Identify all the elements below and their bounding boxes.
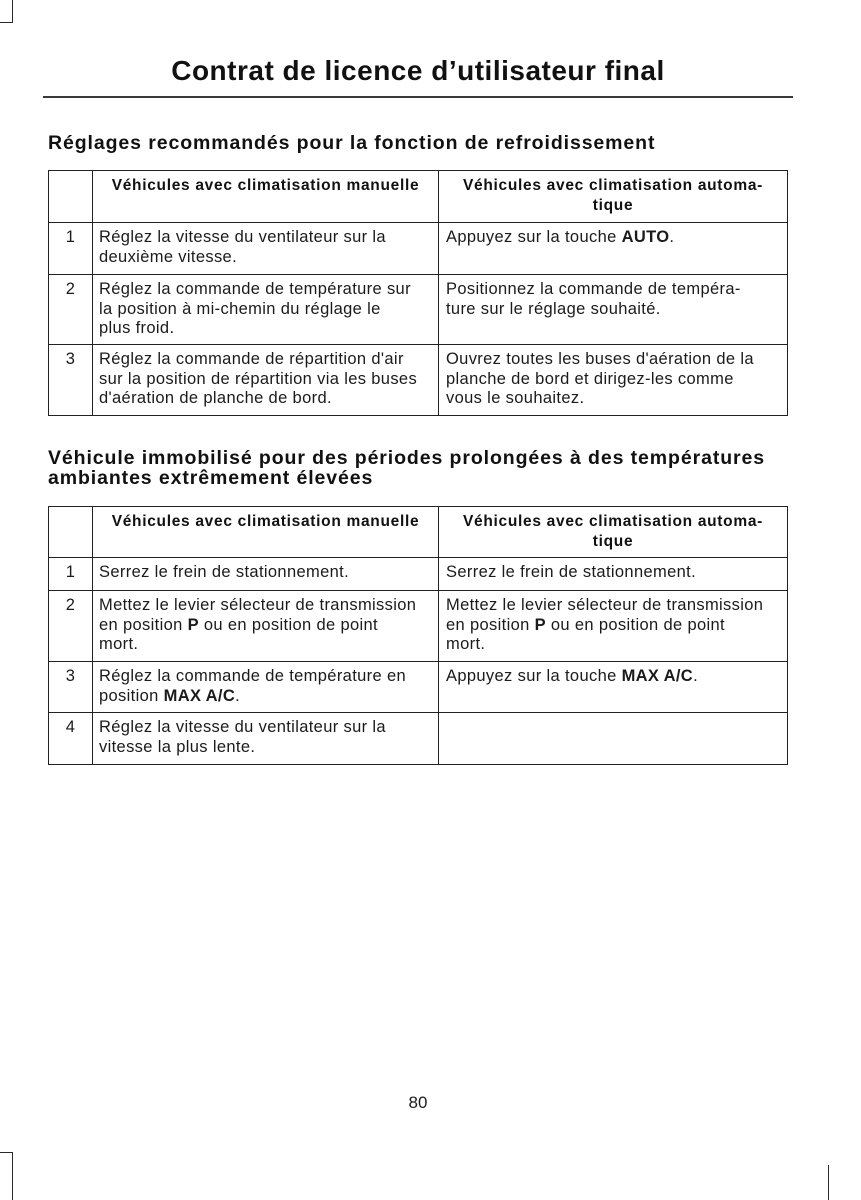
instruction-text: Réglez la commande de température sur la position à mi-chemin du réglage le plus froid. [99, 280, 411, 337]
table-row [49, 713, 788, 765]
instruction-text: Serrez le frein de stationnement. [446, 563, 697, 581]
crop-mark-bottom-right [828, 1165, 829, 1200]
manual-ac-cell [93, 662, 439, 713]
table-row [49, 591, 788, 662]
control-label: AUTO [621, 228, 670, 246]
step-number-text: 1 [65, 228, 76, 246]
section-heading: Véhicule immobilisé pour des périodes prolongées à des températures ambiantes extrêmement élevées [48, 447, 765, 489]
header-label: Véhicules avec climatisation manuelle [111, 513, 420, 530]
control-label: MAX A/C [163, 686, 236, 705]
header-label: Véhicules avec climatisation automa- tique [463, 177, 763, 214]
parked-high-temperature-table [48, 506, 788, 765]
manual-ac-cell [93, 591, 439, 662]
table-row [49, 275, 788, 345]
manual-ac-cell [93, 223, 439, 275]
instruction-text: Mettez le levier sélecteur de transmission en position [446, 596, 764, 634]
instruction-text: Positionnez la commande de tempéra- ture sur le réglage souhaité. [446, 280, 741, 318]
table-row [49, 662, 788, 713]
header-label: Véhicules avec climatisation automa- tique [463, 513, 763, 550]
manual-ac-header [93, 507, 439, 558]
table-row [49, 345, 788, 416]
crop-mark-top-left [0, 22, 13, 23]
instruction-text: Ouvrez toutes les buses d'aération de la planche de bord et dirigez-les comme vous le souhaitez. [446, 350, 754, 407]
number-header-cell [49, 507, 93, 558]
automatic-ac-cell [439, 345, 788, 416]
automatic-ac-cell [439, 591, 788, 662]
instruction-text: . [235, 686, 241, 705]
automatic-ac-header [439, 171, 788, 223]
automatic-ac-cell [439, 275, 788, 345]
instruction-text: . [693, 667, 699, 685]
title-divider [43, 96, 793, 98]
cooling-settings-table [48, 170, 788, 416]
instruction-text: Réglez la vitesse du ventilateur sur la vitesse la plus lente. [99, 718, 386, 756]
instruction-text: Serrez le frein de stationnement. [99, 563, 350, 581]
manual-ac-cell [93, 713, 439, 765]
automatic-ac-cell [439, 223, 788, 275]
manual-ac-header [93, 171, 439, 223]
header-label: Véhicules avec climatisation manuelle [111, 177, 420, 194]
step-number [49, 713, 93, 765]
crop-mark-bottom-left [0, 1152, 13, 1153]
step-number-text: 4 [65, 718, 76, 736]
step-number [49, 558, 93, 591]
step-number [49, 591, 93, 662]
page-title: Contrat de licence d’utilisateur final [171, 55, 665, 86]
crop-mark-bottom-left [12, 1152, 13, 1200]
control-label: MAX A/C [621, 667, 694, 685]
instruction-text: Appuyez sur la touche [446, 228, 622, 246]
table-header-row [49, 171, 788, 223]
manual-ac-cell [93, 558, 439, 591]
instruction-text: Réglez la commande de répartition d'air sur la position de répartition via les buses d'aération de planche de bord. [99, 350, 418, 407]
instruction-text: . [669, 228, 675, 246]
gear-position-label: P [187, 615, 199, 634]
step-number-text: 2 [65, 280, 76, 298]
step-number-text: 1 [65, 563, 76, 581]
gear-position-label: P [534, 615, 546, 634]
automatic-ac-cell-empty [439, 713, 788, 765]
step-number-text: 3 [65, 667, 76, 685]
crop-mark-top-left [12, 0, 13, 23]
automatic-ac-cell [439, 662, 788, 713]
instruction-text: Appuyez sur la touche [446, 667, 622, 685]
step-number [49, 662, 93, 713]
step-number-text: 3 [65, 350, 76, 368]
section-heading: Réglages recommandés pour la fonction de refroidissement [48, 132, 656, 154]
step-number [49, 223, 93, 275]
instruction-text: Mettez le levier sélecteur de transmission en position [99, 596, 417, 634]
automatic-ac-cell [439, 558, 788, 591]
table-row [49, 223, 788, 275]
manual-ac-cell [93, 345, 439, 416]
manual-ac-cell [93, 275, 439, 345]
step-number [49, 275, 93, 345]
number-header-cell [49, 171, 93, 223]
instruction-text: ou en position de point mort. [99, 615, 378, 653]
step-number-text: 2 [65, 596, 76, 614]
instruction-text: Réglez la commande de température en position [99, 667, 407, 705]
page-number: 80 [408, 1093, 428, 1112]
instruction-text: Réglez la vitesse du ventilateur sur la deuxième vitesse. [99, 228, 386, 266]
instruction-text: ou en position de point mort. [446, 615, 725, 653]
table-row [49, 558, 788, 591]
automatic-ac-header [439, 507, 788, 558]
table-header-row [49, 507, 788, 558]
step-number [49, 345, 93, 416]
